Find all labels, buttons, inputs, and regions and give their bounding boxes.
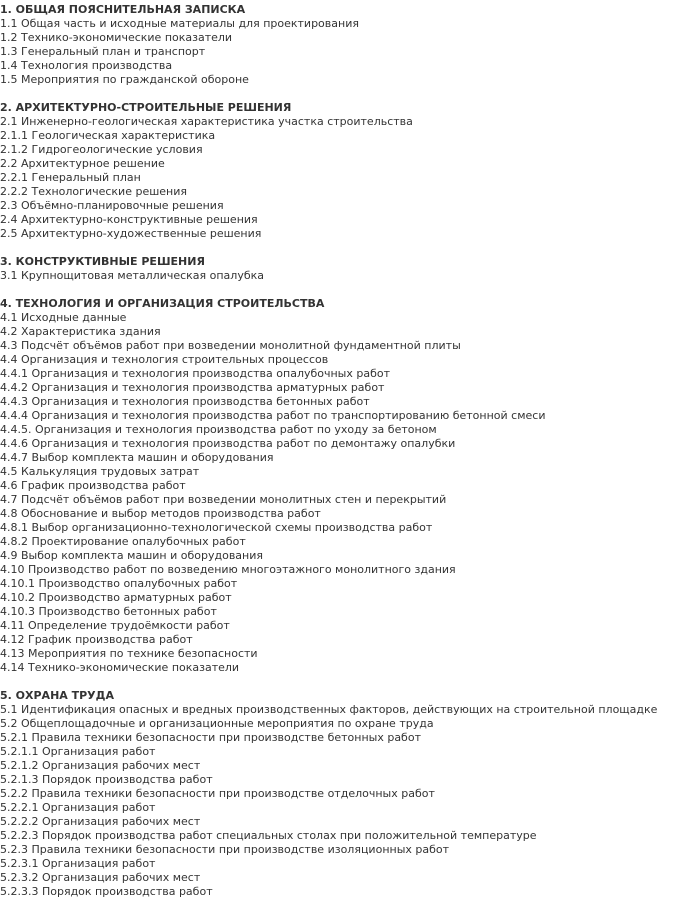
toc-item: 5.2.1.1 Организация работ — [0, 745, 156, 758]
toc-item: 4.10.2 Производство арматурных работ — [0, 591, 232, 604]
toc-item: 4.9 Выбор комплекта машин и оборудования — [0, 549, 264, 562]
toc-item: 5.2.1 Правила техники безопасности при производстве бетонных работ — [0, 731, 421, 744]
section-heading: 3. КОНСТРУКТИВНЫЕ РЕШЕНИЯ — [0, 255, 205, 268]
toc-item: 2.4 Архитектурно-конструктивные решения — [0, 213, 258, 226]
toc-section — [0, 689, 700, 899]
toc-item: 1.1 Общая часть и исходные материалы для проектирования — [0, 17, 359, 30]
toc-item: 4.4.7 Выбор комплекта машин и оборудования — [0, 451, 274, 464]
toc-section — [0, 3, 700, 87]
toc-item: 5.2.2.3 Порядок производства работ специальных столах при положительной температуре — [0, 829, 537, 842]
toc-item: 4.14 Технико-экономические показатели — [0, 661, 240, 674]
toc-item: 4.2 Характеристика здания — [0, 325, 161, 338]
toc-section — [0, 297, 700, 675]
toc-item: 2.2.1 Генеральный план — [0, 171, 141, 184]
toc-item: 4.10.3 Производство бетонных работ — [0, 605, 217, 618]
toc-item: 5.2.3.2 Организация рабочих мест — [0, 871, 201, 884]
toc-item: 4.8.1 Выбор организационно-технологической схемы производства работ — [0, 521, 433, 534]
toc-item: 4.10.1 Производство опалубочных работ — [0, 577, 238, 590]
toc-item: 4.3 Подсчёт объёмов работ при возведении монолитной фундаментной плиты — [0, 339, 461, 352]
toc-item: 2.3 Объёмно-планировочные решения — [0, 199, 224, 212]
toc-item: 4.4 Организация и технология строительных процессов — [0, 353, 329, 366]
toc-item: 5.2.3 Правила техники безопасности при производстве изоляционных работ — [0, 843, 450, 856]
toc-item: 5.1 Идентификация опасных и вредных производственных факторов, действующих на строительной площадке — [0, 703, 658, 716]
toc-item: 2.2 Архитектурное решение — [0, 157, 165, 170]
toc-item: 2.1.2 Гидрогеологические условия — [0, 143, 203, 156]
toc-item: 5.2.1.2 Организация рабочих мест — [0, 759, 201, 772]
toc-item: 4.11 Определение трудоёмкости работ — [0, 619, 230, 632]
toc-item: 4.6 График производства работ — [0, 479, 186, 492]
toc-item: 4.4.5. Организация и технология производства работ по уходу за бетоном — [0, 423, 437, 436]
toc-item: 1.5 Мероприятия по гражданской обороне — [0, 73, 249, 86]
toc-item: 2.1.1 Геологическая характеристика — [0, 129, 216, 142]
toc-item: 4.8 Обоснование и выбор методов производства работ — [0, 507, 321, 520]
toc-item: 1.3 Генеральный план и транспорт — [0, 45, 206, 58]
toc-item: 4.13 Мероприятия по технике безопасности — [0, 647, 258, 660]
table-of-contents — [0, 3, 700, 913]
toc-item: 5.2.3.1 Организация работ — [0, 857, 156, 870]
toc-item: 5.2.1.3 Порядок производства работ — [0, 773, 213, 786]
toc-item: 5.2.2.2 Организация рабочих мест — [0, 815, 201, 828]
toc-item: 4.5 Калькуляция трудовых затрат — [0, 465, 200, 478]
toc-item: 2.2.2 Технологические решения — [0, 185, 188, 198]
toc-section — [0, 255, 700, 283]
toc-item: 4.10 Производство работ по возведению многоэтажного монолитного здания — [0, 563, 456, 576]
toc-item: 4.4.6 Организация и технология производства работ по демонтажу опалубки — [0, 437, 456, 450]
toc-item: 4.8.2 Проектирование опалубочных работ — [0, 535, 246, 548]
section-heading: 4. ТЕХНОЛОГИЯ И ОРГАНИЗАЦИЯ СТРОИТЕЛЬСТВА — [0, 297, 325, 310]
toc-section — [0, 101, 700, 241]
toc-item: 4.1 Исходные данные — [0, 311, 127, 324]
toc-item: 5.2.2 Правила техники безопасности при производстве отделочных работ — [0, 787, 435, 800]
toc-item: 5.2.2.1 Организация работ — [0, 801, 156, 814]
toc-item: 5.2 Общеплощадочные и организационные мероприятия по охране труда — [0, 717, 434, 730]
section-heading: 5. ОХРАНА ТРУДА — [0, 689, 114, 702]
toc-item: 4.4.2 Организация и технология производства арматурных работ — [0, 381, 385, 394]
toc-item: 2.5 Архитектурно-художественные решения — [0, 227, 262, 240]
toc-item: 4.4.3 Организация и технология производства бетонных работ — [0, 395, 370, 408]
toc-item: 4.12 График производства работ — [0, 633, 193, 646]
section-heading: 1. ОБЩАЯ ПОЯСНИТЕЛЬНАЯ ЗАПИСКА — [0, 3, 246, 16]
toc-item: 1.4 Технология производства — [0, 59, 173, 72]
toc-item: 5.2.3.3 Порядок производства работ — [0, 885, 213, 898]
toc-item: 3.1 Крупнощитовая металлическая опалубка — [0, 269, 264, 282]
section-heading: 2. АРХИТЕКТУРНО-СТРОИТЕЛЬНЫЕ РЕШЕНИЯ — [0, 101, 292, 114]
toc-item: 4.4.1 Организация и технология производства опалубочных работ — [0, 367, 391, 380]
toc-item: 4.4.4 Организация и технология производства работ по транспортированию бетонной смеси — [0, 409, 546, 422]
toc-item: 2.1 Инженерно-геологическая характеристика участка строительства — [0, 115, 413, 128]
toc-item: 1.2 Технико-экономические показатели — [0, 31, 233, 44]
toc-item: 4.7 Подсчёт объёмов работ при возведении монолитных стен и перекрытий — [0, 493, 447, 506]
